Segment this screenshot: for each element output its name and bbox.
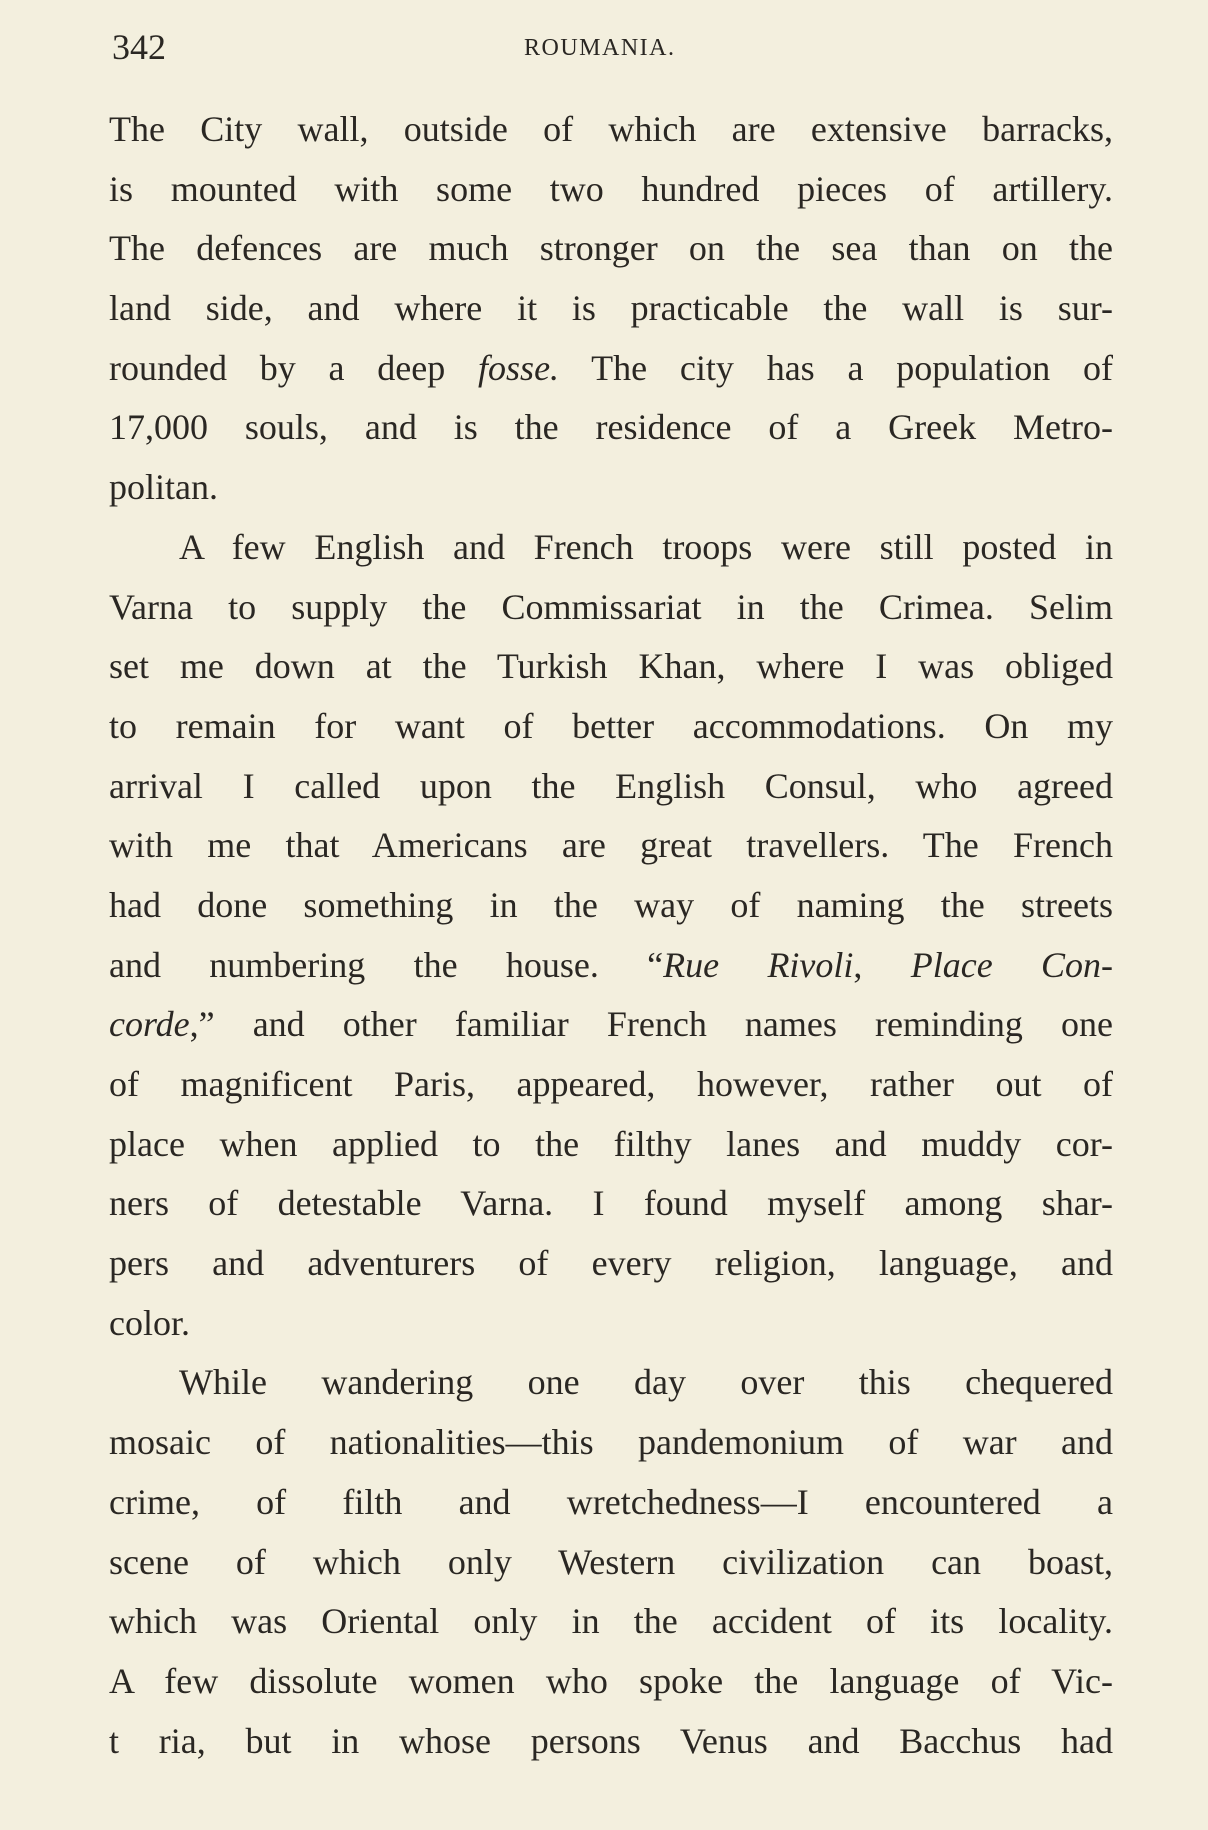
text-line: politan. bbox=[109, 467, 218, 508]
text-line bbox=[109, 995, 1113, 1055]
paragraph-start-line: While wandering one day over this chequered bbox=[179, 1362, 1113, 1403]
text-line: ners of detestable Varna. I found myself among shar- bbox=[109, 1183, 1113, 1224]
text-line: t ria, but in whose persons Venus and Bacchus had bbox=[109, 1720, 1113, 1761]
italic-phrase: Rue Rivoli bbox=[663, 944, 854, 985]
text-line: to remain for want of better accommodations. On my bbox=[109, 705, 1113, 746]
text-line: The defences are much stronger on the sea than on the bbox=[109, 228, 1113, 269]
text-line: with me that Americans are great travellers. The French bbox=[109, 825, 1113, 866]
text-segment: rounded by a deep bbox=[109, 347, 479, 388]
text-line: mosaic of nationalities—this pandemonium of war and bbox=[109, 1422, 1113, 1463]
text-line: of magnificent Paris, appeared, however, rather out of bbox=[109, 1064, 1113, 1104]
italic-phrase: corde bbox=[109, 1004, 190, 1045]
text-line bbox=[109, 936, 1113, 996]
text-line: A few dissolute women who spoke the language of Vic- bbox=[109, 1660, 1113, 1701]
text-segment: , bbox=[853, 944, 911, 985]
text-line: color. bbox=[109, 1302, 190, 1343]
text-line: set me down at the Turkish Khan, where I was obliged bbox=[109, 646, 1113, 687]
text-line: is mounted with some two hundred pieces of artillery. bbox=[109, 168, 1113, 209]
paragraph-start-line: A few English and French troops were still posted in bbox=[179, 526, 1113, 567]
text-segment: and numbering the house. “ bbox=[109, 944, 664, 985]
text-line: pers and adventurers of every religion, language, and bbox=[109, 1243, 1113, 1284]
text-line: land side, and where it is practicable the wall is sur- bbox=[109, 288, 1113, 329]
text-line bbox=[109, 339, 1113, 399]
text-line: The City wall, outside of which are extensive barracks, bbox=[109, 109, 1113, 149]
text-line: 17,000 souls, and is the residence of a Greek Metro- bbox=[109, 407, 1113, 448]
text-line: place when applied to the filthy lanes and muddy cor- bbox=[109, 1123, 1113, 1164]
text-segment: The city has a population of bbox=[559, 347, 1113, 388]
page-number: 342 bbox=[112, 27, 166, 67]
body-text bbox=[109, 100, 1113, 1771]
running-head: ROUMANIA. bbox=[524, 35, 676, 61]
italic-word: fosse. bbox=[478, 347, 560, 388]
text-line: Varna to supply the Commissariat in the Crimea. Selim bbox=[109, 586, 1113, 627]
text-line: crime, of filth and wretchedness—I encountered a bbox=[109, 1481, 1113, 1522]
italic-phrase: Place Con- bbox=[910, 944, 1113, 985]
text-line: had done something in the way of naming the streets bbox=[109, 884, 1113, 925]
text-line: arrival I called upon the English Consul, who agreed bbox=[109, 765, 1113, 806]
page-header bbox=[112, 22, 1112, 72]
text-segment: ,” and other familiar French names reminding one bbox=[189, 1004, 1113, 1045]
text-line: which was Oriental only in the accident of its locality. bbox=[109, 1601, 1113, 1642]
text-line: scene of which only Western civilization can boast, bbox=[109, 1541, 1113, 1582]
